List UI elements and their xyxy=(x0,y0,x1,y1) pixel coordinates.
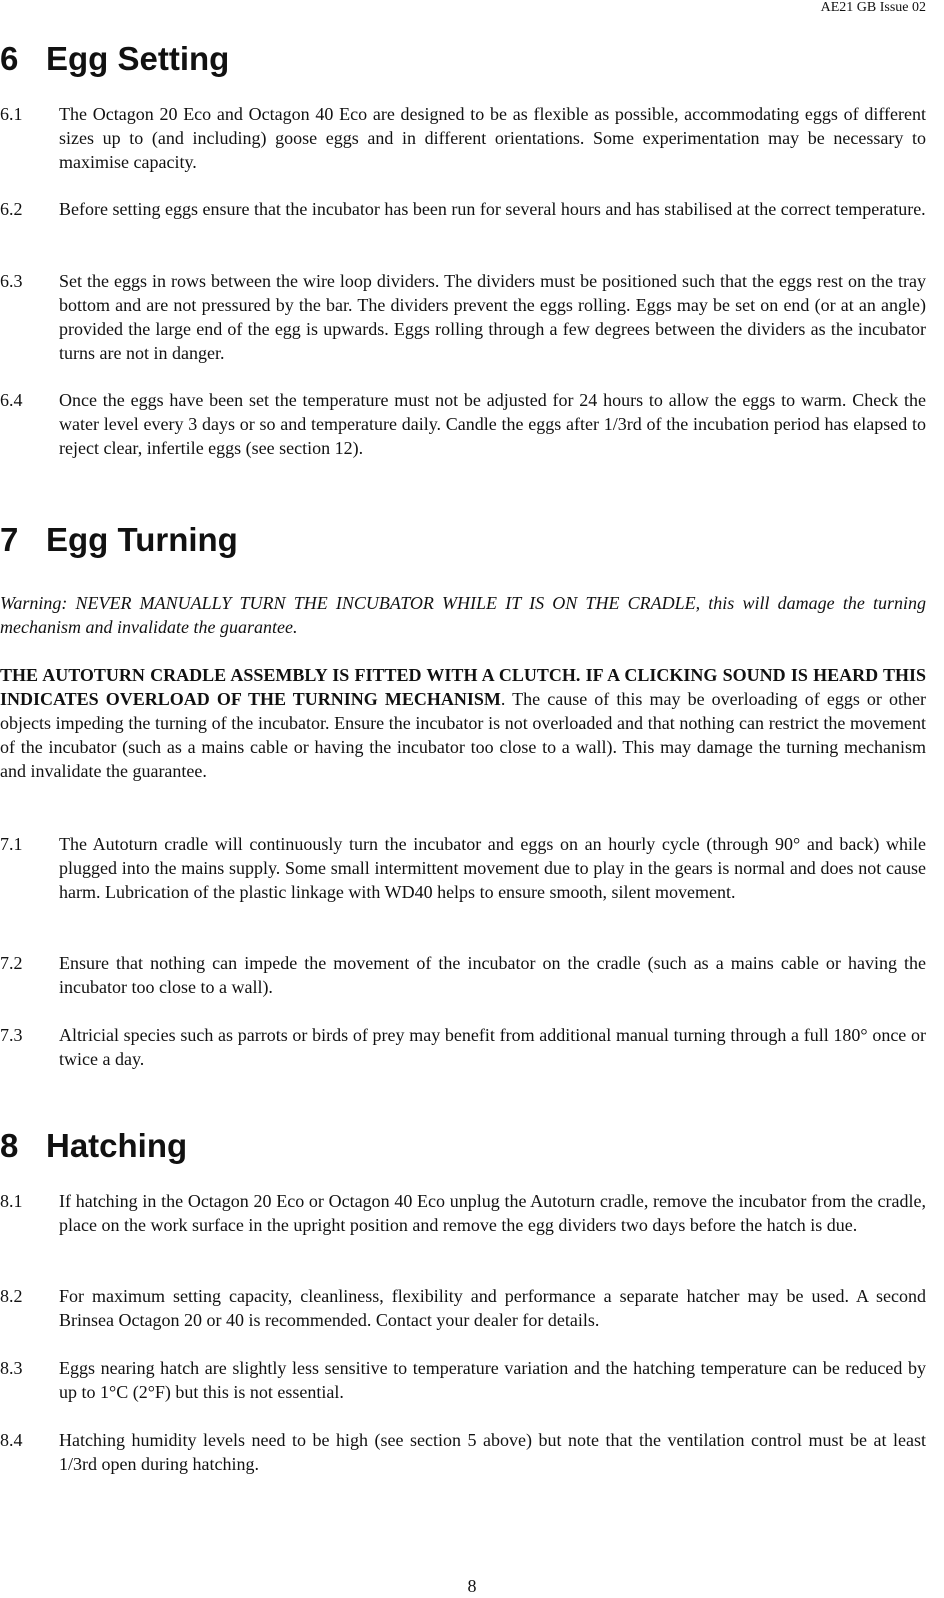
item-number: 8.1 xyxy=(0,1191,23,1211)
item-text: Set the eggs in rows between the wire loop dividers. The dividers must be positioned such that the eggs rest on the tray bottom and are not pressured by the bar. The dividers prevent the eggs rolling. Eggs may be set on end (or at an angle) provided the large end of the egg is upwards. Eggs rolling through a few degrees between the dividers as the incubator turns are not in danger. xyxy=(59,271,926,363)
section-number: 8 xyxy=(0,1127,19,1164)
section-title: Egg Setting xyxy=(46,40,230,77)
section-number: 6 xyxy=(0,40,19,77)
list-item xyxy=(0,832,926,904)
section-title: Egg Turning xyxy=(46,521,238,558)
section-6-heading xyxy=(0,40,229,78)
item-number: 8.4 xyxy=(0,1430,23,1450)
item-text: The Octagon 20 Eco and Octagon 40 Eco are designed to be as flexible as possible, accommodating eggs of different sizes up to (and including) goose eggs and in different orientations. Some experimentation may be necessary to maximise capacity. xyxy=(59,104,926,172)
clutch-paragraph xyxy=(0,663,926,783)
item-text: Eggs nearing hatch are slightly less sensitive to temperature variation and the hatching temperature can be reduced by up to 1°C (2°F) but this is not essential. xyxy=(59,1358,926,1402)
list-item xyxy=(0,269,926,365)
list-item xyxy=(0,388,926,460)
item-text: Hatching humidity levels need to be high (see section 5 above) but note that the ventilation control must be at least 1/3rd open during hatching. xyxy=(59,1430,926,1474)
list-item xyxy=(0,1284,926,1332)
list-item xyxy=(0,102,926,174)
item-number: 8.3 xyxy=(0,1358,23,1378)
list-item xyxy=(0,197,926,221)
item-text: Altricial species such as parrots or birds of prey may benefit from additional manual turning through a full 180° once or twice a day. xyxy=(59,1025,926,1069)
section-8-heading xyxy=(0,1127,187,1165)
item-number: 6.2 xyxy=(0,199,23,219)
item-number: 6.3 xyxy=(0,271,23,291)
item-text: Before setting eggs ensure that the incubator has been run for several hours and has stabilised at the correct temperature. xyxy=(59,199,926,219)
list-item xyxy=(0,1428,926,1476)
item-number: 7.2 xyxy=(0,953,23,973)
item-text: Ensure that nothing can impede the movement of the incubator on the cradle (such as a mains cable or having the incubator too close to a wall). xyxy=(59,953,926,997)
page-number: 8 xyxy=(467,1576,477,1596)
list-item xyxy=(0,1189,926,1237)
item-text: For maximum setting capacity, cleanliness, flexibility and performance a separate hatcher may be used. A second Brinsea Octagon 20 or 40 is recommended. Contact your dealer for details. xyxy=(59,1286,926,1330)
item-number: 6.4 xyxy=(0,390,23,410)
item-text: The Autoturn cradle will continuously turn the incubator and eggs on an hourly cycle (through 90° and back) while plugged into the mains supply. Some small intermittent movement due to play in the gears is normal and does not cause harm. Lubrication of the plastic linkage with WD40 helps to ensure smooth, silent movement. xyxy=(59,834,926,902)
section-number: 7 xyxy=(0,521,19,558)
list-item xyxy=(0,951,926,999)
list-item xyxy=(0,1023,926,1071)
section-title: Hatching xyxy=(46,1127,188,1164)
section-7-heading xyxy=(0,521,238,559)
item-number: 6.1 xyxy=(0,104,23,124)
clutch-warning-text: . The cause of this may be overloading of eggs or other objects impeding the turning of the incubator. Ensure the incubator is not overloaded and that nothing can restrict the movement of the incubator (such as a mains cable or having the incubator too close to a wall). This may damage the turning mechanism and invalidate the guarantee. xyxy=(0,689,926,781)
item-number: 8.2 xyxy=(0,1286,23,1306)
list-item xyxy=(0,1356,926,1404)
document-id: AE21 GB Issue 02 xyxy=(820,0,926,15)
item-text: Once the eggs have been set the temperature must not be adjusted for 24 hours to allow the eggs to warm. Check the water level every 3 days or so and temperature daily. Candle the eggs after 1/3rd of the incubation period has elapsed to reject clear, infertile eggs (see section 12). xyxy=(59,390,926,458)
item-number: 7.1 xyxy=(0,834,23,854)
item-number: 7.3 xyxy=(0,1025,23,1045)
item-text: If hatching in the Octagon 20 Eco or Octagon 40 Eco unplug the Autoturn cradle, remove the incubator from the cradle, place on the work surface in the upright position and remove the egg dividers two days before the hatch is due. xyxy=(59,1191,926,1235)
warning-paragraph: Warning: NEVER MANUALLY TURN THE INCUBATOR WHILE IT IS ON THE CRADLE, this will damage the turning mechanism and invalidate the guarantee. xyxy=(0,593,926,637)
clutch-warning-bold: THE AUTOTURN CRADLE ASSEMBLY IS FITTED WITH A CLUTCH. IF A CLICKING SOUND IS HEARD THIS INDICATES OVERLOAD OF THE TURNING MECHANISM xyxy=(0,665,926,709)
